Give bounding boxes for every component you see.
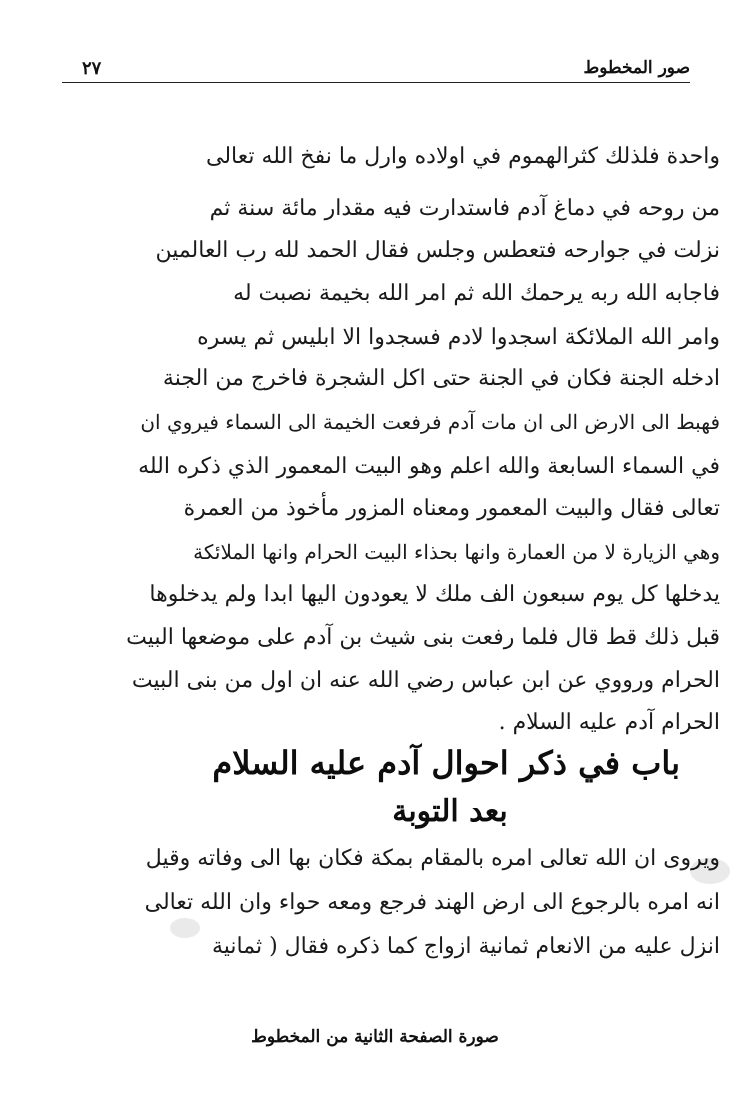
manuscript-line: تعالى فقال والبيت المعمور ومعناه المزور مأخوذ من العمرة [183,496,720,521]
manuscript-line: انزل عليه من الانعام ثمانية ازواج كما ذكره فقال ( ثمانية [211,934,720,959]
manuscript-line: فهبط الى الارض الى ان مات آدم فرفعت الخيمة الى السماء فيروي ان [140,410,720,434]
figure-caption: صورة الصفحة الثانية من المخطوط [251,1027,499,1047]
manuscript-line: فاجابه الله ربه يرحمك الله ثم امر الله بخيمة نصبت له [233,281,720,306]
manuscript-line: في السماء السابعة والله اعلم وهو البيت المعمور الذي ذكره الله [138,454,720,479]
chapter-heading-continued: بعد التوبة [392,794,508,829]
page-header [62,52,690,83]
manuscript-line: ادخله الجنة فكان في الجنة حتى اكل الشجرة فاخرج من الجنة [162,366,720,391]
manuscript-line: وهي الزيارة لا من العمارة وانها بحذاء البيت الحرام وانها الملائكة [193,540,720,564]
manuscript-line: قبل ذلك قط قال فلما رفعت بنى شيث بن آدم على موضعها البيت [126,625,720,650]
manuscript-line: الحرام آدم عليه السلام . [498,710,720,735]
manuscript-line: نزلت في جوارحه فتعطس وجلس فقال الحمد لله رب العالمين [155,238,720,263]
chapter-heading: باب في ذكر احوال آدم عليه السلام [212,744,680,782]
page-number: ٢٧ [82,58,102,79]
manuscript-line: وامر الله الملائكة اسجدوا لادم فسجدوا الا ابليس ثم يسره [197,325,720,350]
manuscript-image [126,138,720,988]
manuscript-line: الحرام ورووي عن ابن عباس رضي الله عنه ان اول من بنى البيت [131,668,720,693]
header-title: صور المخطوط [583,58,690,78]
manuscript-line: يدخلها كل يوم سبعون الف ملك لا يعودون اليها ابدا ولم يدخلوها [149,582,720,607]
manuscript-line: ويروى ان الله تعالى امره بالمقام بمكة فكان بها الى وفاته وقيل [145,846,720,871]
manuscript-line: من روحه في دماغ آدم فاستدارت فيه مقدار مائة سنة ثم [209,196,720,221]
manuscript-line: واحدة فلذلك كثرالهموم في اولاده وارل ما نفخ الله تعالى [206,144,720,169]
manuscript-line: انه امره بالرجوع الى ارض الهند فرجع ومعه حواء وان الله تعالى [144,890,720,915]
